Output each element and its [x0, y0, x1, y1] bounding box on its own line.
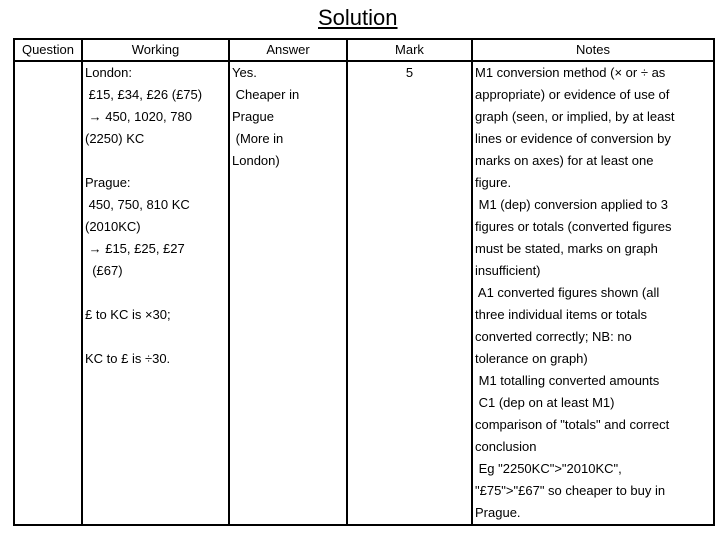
text-line: London: [85, 65, 132, 80]
text-line: insufficient) [475, 263, 541, 278]
text-line [85, 150, 226, 172]
text-line: (More in [232, 131, 284, 146]
text-line: → 450, 1020, 780 [85, 109, 192, 124]
text-line: M1 conversion method (× or ÷ as [475, 65, 666, 80]
mark-cell: 5 [347, 61, 472, 525]
table-header-row [14, 39, 714, 61]
text-line: M1 totalling converted amounts [475, 373, 660, 388]
text-line: Yes. [232, 65, 257, 80]
header-mark: Mark [347, 39, 472, 61]
text-line: London) [232, 153, 280, 168]
text-line: appropriate) or evidence of use of [475, 87, 670, 102]
text-line: (2010KC) [85, 219, 141, 234]
header-working: Working [82, 39, 229, 61]
text-line: conclusion [475, 439, 537, 454]
page-title: Solution [318, 5, 398, 30]
header-answer: Answer [229, 39, 347, 61]
text-line: lines or evidence of conversion by [475, 131, 671, 146]
answer-cell [229, 61, 347, 525]
text-line: tolerance on graph) [475, 351, 588, 366]
text-line: Eg "2250KC">"2010KC", [475, 461, 622, 476]
text-line: (£67) [85, 263, 123, 278]
text-line: must be stated, marks on graph [475, 241, 658, 256]
solution-table [13, 38, 715, 526]
text-line: Cheaper in [232, 87, 300, 102]
text-line [85, 326, 226, 348]
text-line: A1 converted figures shown (all [475, 285, 660, 300]
text-line: Prague. [475, 505, 521, 520]
text-line: £ to KC is ×30; [85, 307, 171, 322]
text-line: M1 (dep) conversion applied to 3 [475, 197, 668, 212]
text-line: figures or totals (converted figures [475, 219, 672, 234]
text-line: Prague: [85, 175, 131, 190]
text-line: figure. [475, 175, 512, 190]
text-line: (2250) KC [85, 131, 145, 146]
text-line [85, 282, 226, 304]
text-line: three individual items or totals [475, 307, 647, 322]
text-line: → £15, £25, £27 [85, 241, 185, 256]
text-line: graph (seen, or implied, by at least [475, 109, 675, 124]
text-line: Prague [232, 109, 274, 124]
text-line: C1 (dep on at least M1) [475, 395, 615, 410]
header-question: Question [14, 39, 82, 61]
text-line: converted correctly; NB: no [475, 329, 632, 344]
text-line: marks on axes) for at least one [475, 153, 654, 168]
notes-cell [472, 61, 714, 525]
table-row [14, 61, 714, 525]
text-line: 450, 750, 810 KC [85, 197, 190, 212]
text-line: £15, £34, £26 (£75) [85, 87, 203, 102]
text-line: "£75">"£67" so cheaper to buy in [475, 483, 666, 498]
question-cell [14, 61, 82, 525]
header-notes: Notes [472, 39, 714, 61]
text-line: comparison of "totals" and correct [475, 417, 670, 432]
text-line: KC to £ is ÷30. [85, 351, 171, 366]
working-cell [82, 61, 229, 525]
